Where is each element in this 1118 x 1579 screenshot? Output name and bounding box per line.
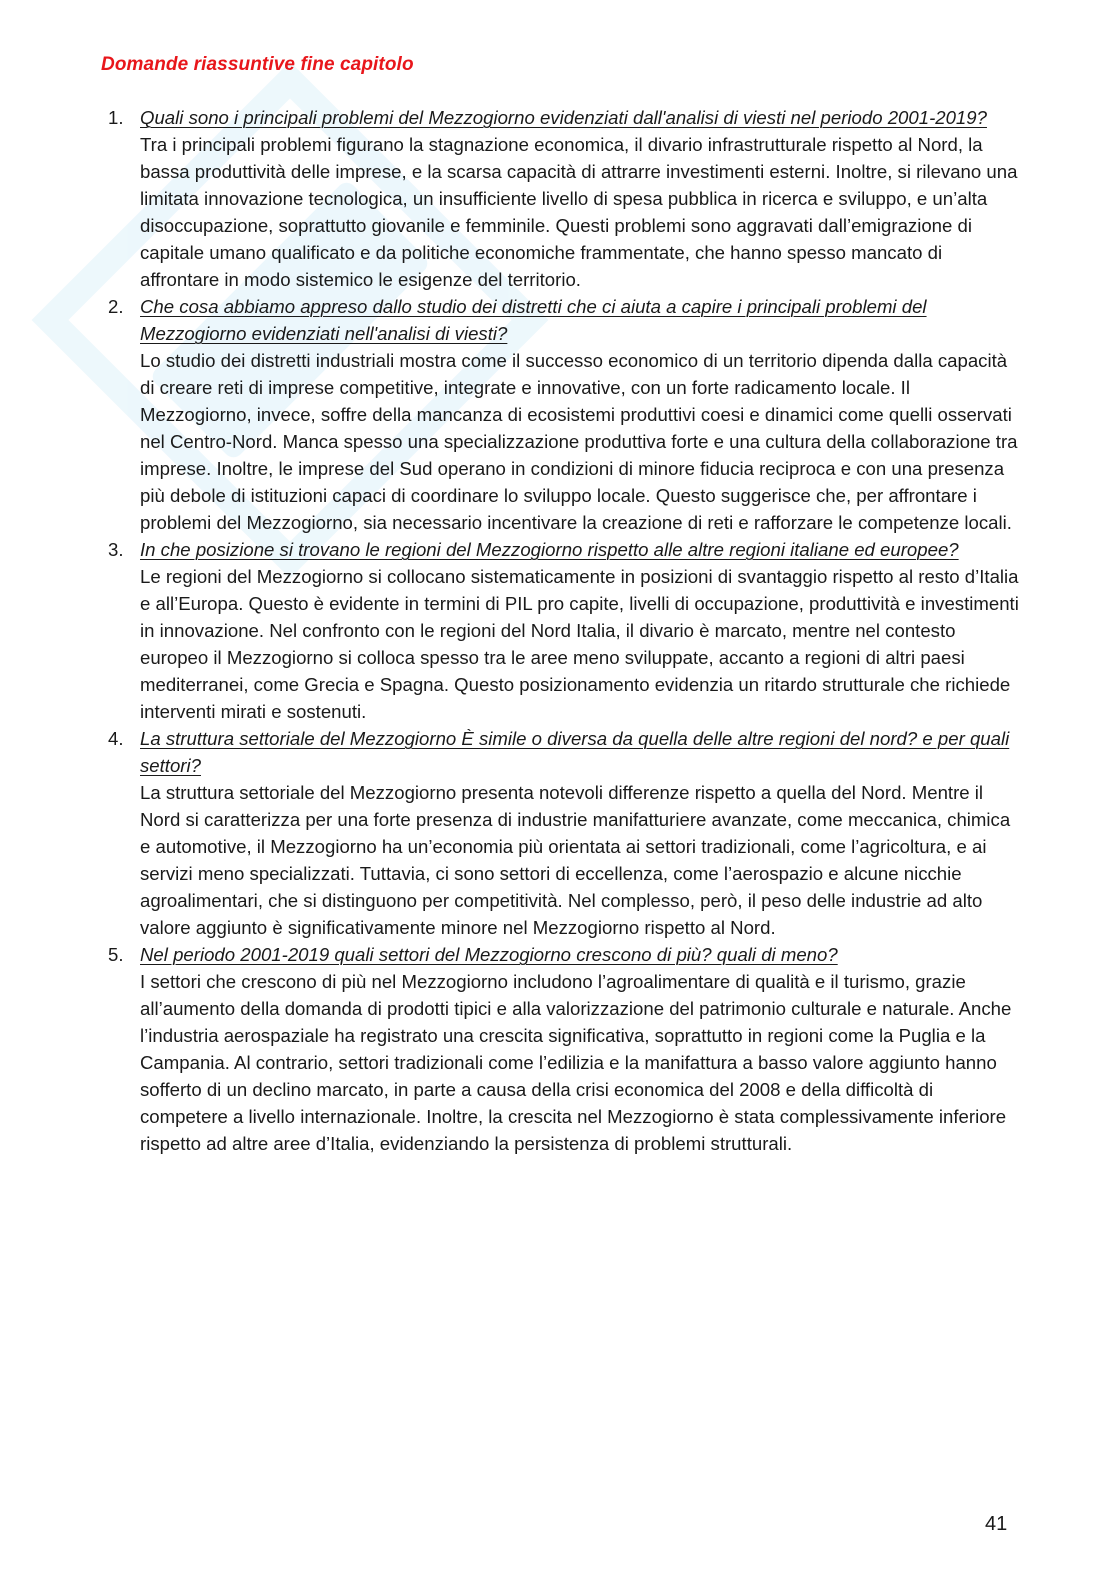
answer-text: Le regioni del Mezzogiorno si collocano sistematicamente in posizioni di svantaggio rispetto al resto d’Italia e all’Europa. Questo è evidente in termini di PIL pro capite, livelli di occupazione, produttività e investimenti in innovazione. Nel confronto con le regioni del Nord Italia, il divario è marcato, mentre nel contesto europeo il Mezzogiorno si colloca spesso tra le aree meno sviluppate, accanto a regioni di altri paesi mediterranei, come Grecia e Spagna. Questo posizionamento evidenzia un ritardo strutturale che richiede interventi mirati e sostenuti. [140, 566, 1019, 722]
question-item [0, 725, 1020, 941]
answer-text: Lo studio dei distretti industriali mostra come il successo economico di un territorio dipenda dalla capacità di creare reti di imprese competitive, integrate e innovative, con un forte radicamento locale. Il Mezzogiorno, invece, soffre della mancanza di ecosistemi produttivi coesi e dinamici come quelli osservati nel Centro-Nord. Manca spesso una specializzazione produttiva forte e una cultura della collaborazione tra imprese. Inoltre, le imprese del Sud operano in condizioni di minore fiducia reciproca e con una presenza più debole di istituzioni capaci di coordinare lo sviluppo locale. Questo suggerisce che, per affrontare i problemi del Mezzogiorno, sia necessario incentivare la creazione di reti e rafforzare le competenze locali. [140, 350, 1018, 533]
question-item [0, 293, 1020, 536]
question-number: 3. [108, 539, 124, 560]
answer-text: Tra i principali problemi figurano la stagnazione economica, il divario infrastrutturale rispetto al Nord, la bassa produttività delle imprese, e la scarsa capacità di attrarre investimenti esterni. Inoltre, si rilevano una limitata innovazione tecnologica, un insufficiente livello di spesa pubblica in ricerca e sviluppo, e un’alta disoccupazione, soprattutto giovanile e femminile. Questi problemi sono aggravati dall’emigrazione di capitale umano qualificato e da politiche economiche frammentate, che hanno spesso mancato di affrontare in modo sistemico le esigenze del territorio. [140, 134, 1018, 290]
question-number: 5. [108, 944, 124, 965]
question-text: Nel periodo 2001-2019 quali settori del Mezzogiorno crescono di più? quali di meno? [140, 944, 838, 965]
question-number: 2. [108, 296, 124, 317]
question-item [0, 104, 1020, 293]
section-title: Domande riassuntive fine capitolo [101, 54, 414, 75]
question-list [0, 104, 1118, 1157]
question-item [0, 536, 1020, 725]
question-text: Quali sono i principali problemi del Mezzogiorno evidenziati dall'analisi di viesti nel periodo 2001-2019? [140, 107, 987, 128]
question-number: 1. [108, 107, 124, 128]
answer-text: I settori che crescono di più nel Mezzogiorno includono l’agroalimentare di qualità e il turismo, grazie all’aumento della domanda di prodotti tipici e alla valorizzazione del patrimonio culturale e naturale. Anche l’industria aerospaziale ha registrato una crescita significativa, soprattutto in regioni come la Puglia e la Campania. Al contrario, settori tradizionali come l’edilizia e la manifattura a basso valore aggiunto hanno sofferto di un declino marcato, in parte a causa della crisi economica del 2008 e della difficoltà di competere a livello internazionale. Inoltre, la crescita nel Mezzogiorno è stata complessivamente inferiore rispetto ad altre aree d’Italia, evidenziando la persistenza di problemi strutturali. [140, 971, 1012, 1154]
question-text: La struttura settoriale del Mezzogiorno È simile o diversa da quella delle altre regioni del nord? e per quali settori? [140, 728, 1010, 776]
question-number: 4. [108, 728, 124, 749]
question-text: In che posizione si trovano le regioni del Mezzogiorno rispetto alle altre regioni italiane ed europee? [140, 539, 959, 560]
page-number: 41 [985, 1513, 1008, 1535]
question-text: Che cosa abbiamo appreso dallo studio dei distretti che ci aiuta a capire i principali problemi del Mezzogiorno evidenziati nell'analisi di viesti? [140, 296, 927, 344]
answer-text: La struttura settoriale del Mezzogiorno presenta notevoli differenze rispetto a quella del Nord. Mentre il Nord si caratterizza per una forte presenza di industrie manifatturiere avanzate, come meccanica, chimica e automotive, il Mezzogiorno ha un’economia più orientata ai settori tradizionali, come l’agricoltura, e ai servizi meno specializzati. Tuttavia, ci sono settori di eccellenza, come l’aerospazio e alcune nicchie agroalimentari, che si distinguono per competitività. Nel complesso, però, il peso delle industrie ad alto valore aggiunto è significativamente minore nel Mezzogiorno rispetto al Nord. [140, 782, 1011, 938]
question-item [0, 941, 1020, 1157]
